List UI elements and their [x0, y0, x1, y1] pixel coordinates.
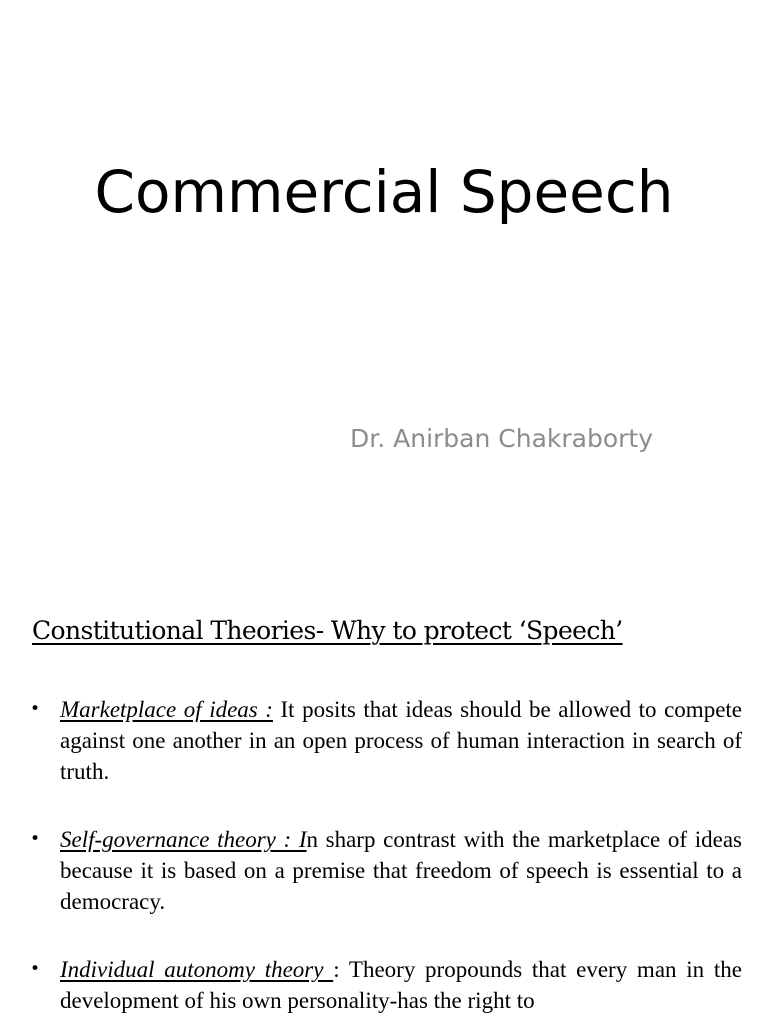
bullet-marker: • — [30, 829, 41, 849]
bullet-term: Individual autonomy theory — [60, 957, 334, 982]
bullet-list — [30, 694, 742, 1024]
content-slide — [0, 576, 768, 1024]
bullet-text: It posits that ideas should be allowed to compete against one another in an open process of human interaction in search of truth. — [60, 697, 742, 784]
bullet-marker: • — [30, 959, 41, 979]
bullet-item-marketplace — [30, 694, 742, 787]
slide-title: Commercial Speech — [94, 158, 674, 226]
bullet-term: Self-governance theory : I — [60, 827, 307, 852]
bullet-text: : Theory propounds that every man in the development of his own personality-has the right to — [60, 957, 742, 1013]
bullet-item-self-governance — [30, 824, 742, 917]
bullet-text: n sharp contrast with the marketplace of ideas because it is based on a premise that freedom of speech is essential to a democracy. — [60, 827, 742, 914]
bullet-marker: • — [30, 699, 41, 719]
bullet-term: Marketplace of ideas : — [60, 697, 273, 722]
slide-subtitle-author: Dr. Anirban Chakraborty — [350, 424, 654, 453]
slide-heading: Constitutional Theories- Why to protect ‘Speech’ — [32, 616, 623, 645]
bullet-item-individual-autonomy — [30, 954, 742, 1016]
